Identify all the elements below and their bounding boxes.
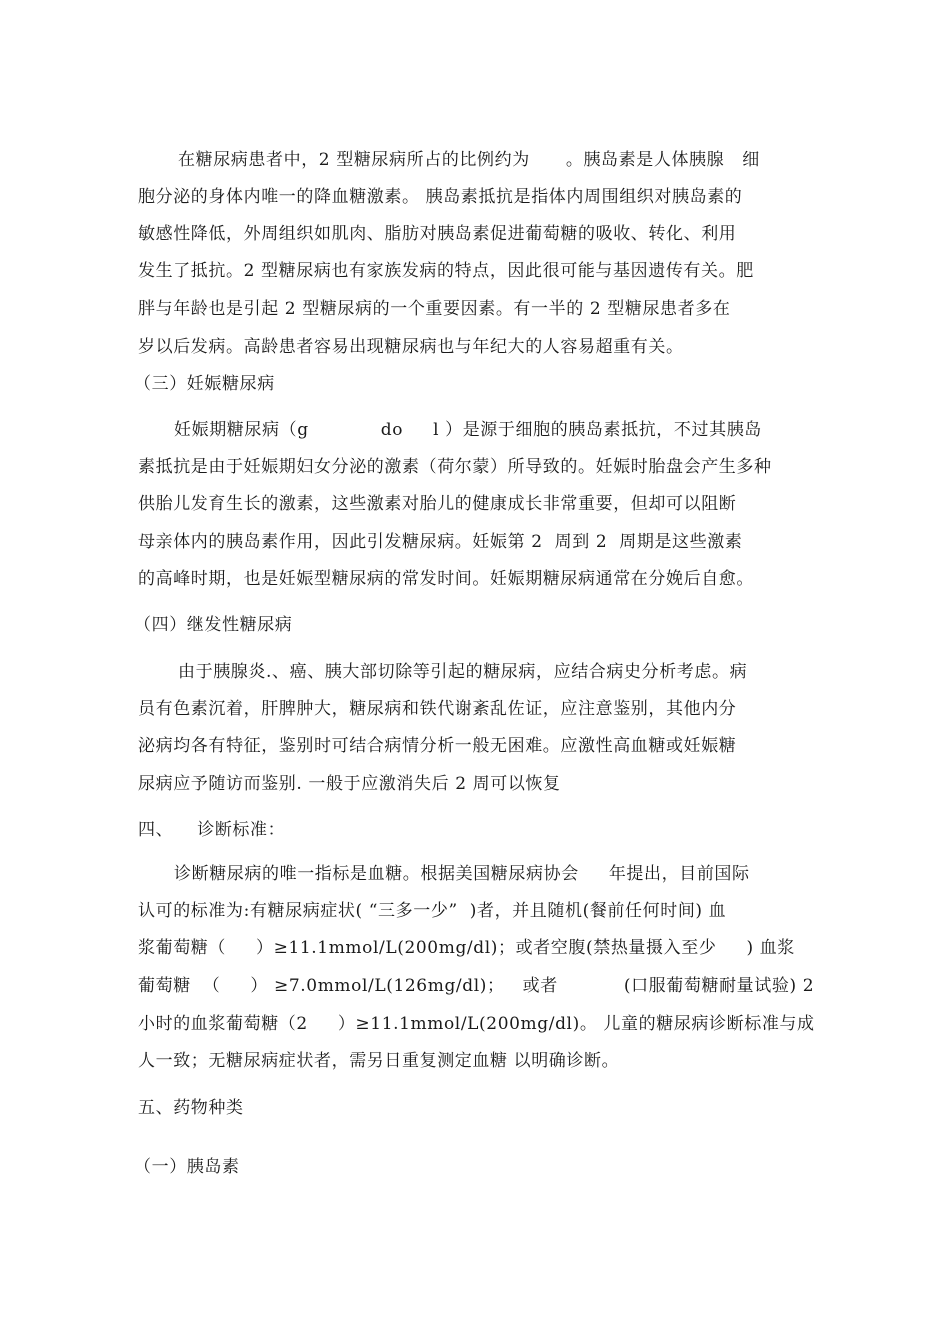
paragraph-line: 在糖尿病患者中，2 型糖尿病所占的比例约为 。胰岛素是人体胰腺 细 <box>178 150 760 170</box>
paragraph-line: 供胎儿发育生长的激素，这些激素对胎儿的健康成长非常重要，但却可以阻断 <box>138 494 737 514</box>
paragraph-line: 妊娠期糖尿病（g do l ）是源于细胞的胰岛素抵抗，不过其胰岛 <box>174 420 762 440</box>
paragraph-line: 胖与年龄也是引起 2 型糖尿病的一个重要因素。有一半的 2 型糖尿患者多在 <box>138 299 731 319</box>
section-heading: 五、药物种类 <box>138 1098 244 1118</box>
paragraph-line: 母亲体内的胰岛素作用，因此引发糖尿病。妊娠第 2 周到 2 周期是这些激素 <box>138 532 743 552</box>
paragraph-line: 泌病均各有特征，鉴别时可结合病情分析一般无困难。应激性高血糖或妊娠糖 <box>138 736 737 756</box>
paragraph-line: 胞分泌的身体内唯一的降血糖激素。 胰岛素抵抗是指体内周围组织对胰岛素的 <box>138 187 743 207</box>
paragraph-line: 敏感性降低，外周组织如肌肉、脂肪对胰岛素促进葡萄糖的吸收、转化、利用 <box>138 224 737 244</box>
paragraph-line: 尿病应予随访而鉴别. 一般于应激消失后 2 周可以恢复 <box>138 774 561 794</box>
paragraph-line: 的高峰时期，也是妊娠型糖尿病的常发时间。妊娠期糖尿病通常在分娩后自愈。 <box>138 569 754 589</box>
section-heading: （四）继发性糖尿病 <box>134 615 293 635</box>
paragraph-line: 浆葡萄糖（ ）≥11.1mmol/L(200mg/dl)；或者空腹(禁热量摄入至少 ) 血浆 <box>138 938 795 958</box>
paragraph-line: 员有色素沉着，肝脾肿大，糖尿病和铁代谢紊乱佐证，应注意鉴别，其他内分 <box>138 699 737 719</box>
paragraph-line: 由于胰腺炎.、癌、胰大部切除等引起的糖尿病，应结合病史分析考虑。病 <box>178 662 748 682</box>
section-heading: 四、 诊断标准： <box>138 820 286 840</box>
paragraph-line: 认可的标准为:有糖尿病症状( “三多一少” )者，并且随机(餐前任何时间) 血 <box>138 901 727 921</box>
paragraph-line: 葡萄糖 （ ） ≥7.0mmol/L(126mg/dl)； 或者 (口服葡萄糖耐量试验) 2 <box>138 976 815 996</box>
paragraph-line: 素抵抗是由于妊娠期妇女分泌的激素（荷尔蒙）所导致的。妊娠时胎盘会产生多种 <box>138 457 772 477</box>
paragraph-line: 小时的血浆葡萄糖（2 ）≥11.1mmol/L(200mg/dl)。 儿童的糖尿病诊断标准与成 <box>138 1014 815 1034</box>
paragraph-line: 人一致；无糖尿病症状者，需另日重复测定血糖 以明确诊断。 <box>138 1051 620 1071</box>
section-heading: （一）胰岛素 <box>134 1157 240 1177</box>
paragraph-line: 岁以后发病。高龄患者容易出现糖尿病也与年纪大的人容易超重有关。 <box>138 337 684 357</box>
section-heading: （三）妊娠糖尿病 <box>134 374 275 394</box>
paragraph-line: 发生了抵抗。2 型糖尿病也有家族发病的特点，因此很可能与基因遗传有关。肥 <box>138 261 754 281</box>
paragraph-line: 诊断糖尿病的唯一指标是血糖。根据美国糖尿病协会 年提出，目前国际 <box>174 864 750 884</box>
